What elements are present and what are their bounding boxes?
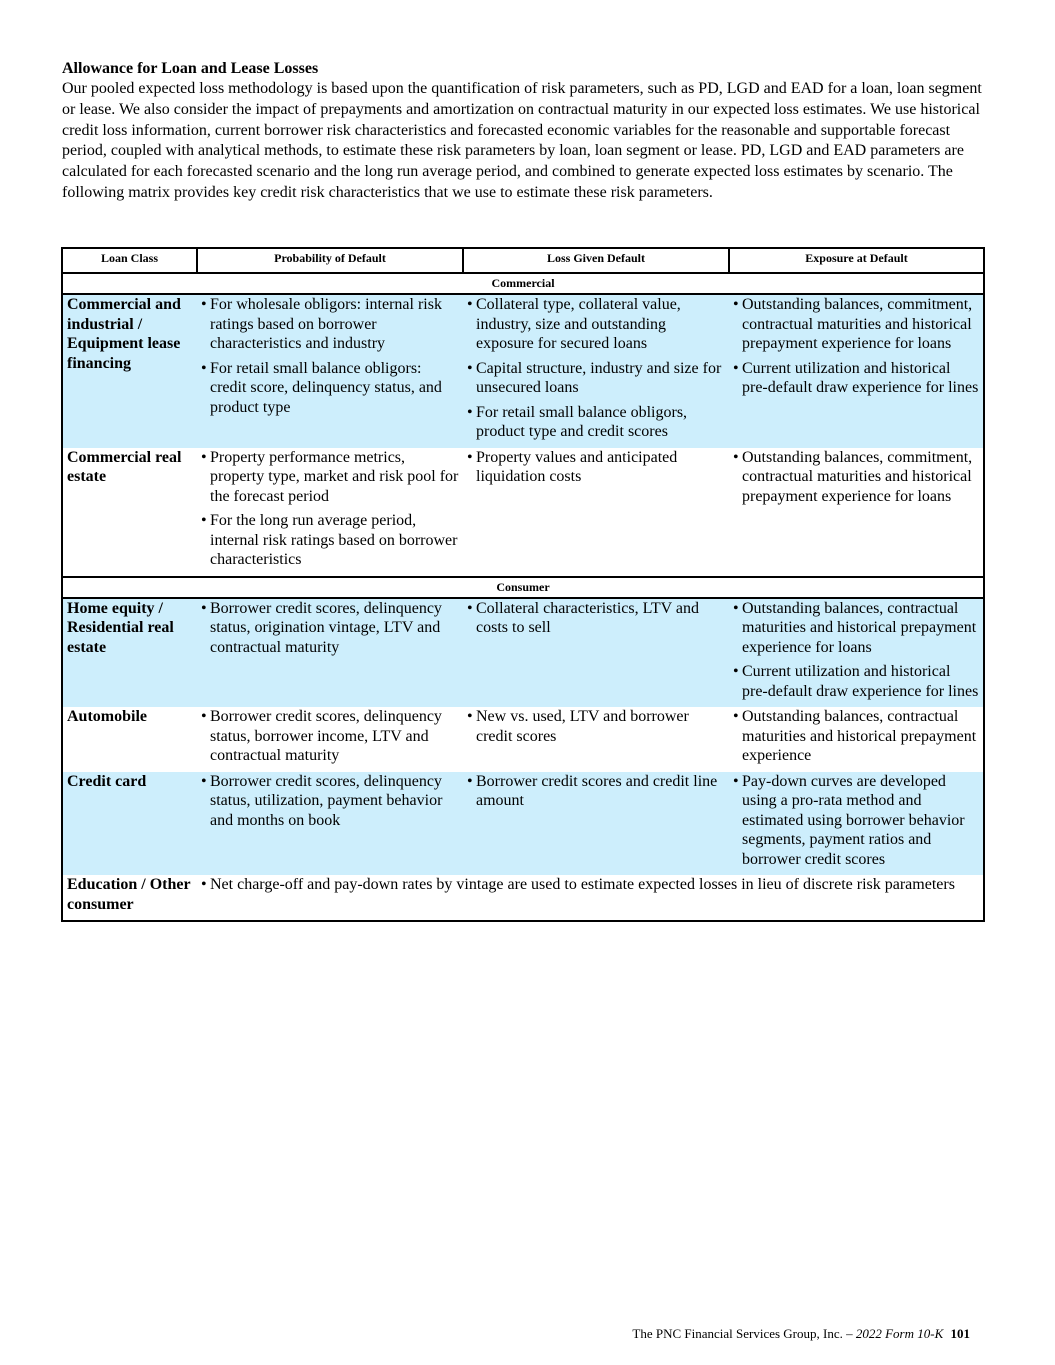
ead-cell — [729, 707, 984, 772]
table-row — [62, 448, 984, 577]
header-pd: Probability of Default — [197, 248, 463, 273]
bullet-list — [467, 448, 725, 487]
bullet-item: • Outstanding balances, commitment, contractual maturities and historical prepayment experience for loans — [733, 295, 979, 354]
loan-class-label: Home equity / Residential real estate — [62, 598, 197, 708]
ead-cell — [729, 294, 984, 448]
table-row — [62, 875, 984, 921]
bullet-item: • Collateral type, collateral value, industry, size and outstanding exposure for secured loans — [467, 295, 725, 354]
bullet-list — [201, 599, 459, 658]
ead-cell — [729, 772, 984, 876]
bullet-list — [733, 707, 979, 766]
bullet-item: • For retail small balance obligors: credit score, delinquency status, and product type — [201, 359, 459, 418]
header-loan-class: Loan Class — [62, 248, 197, 273]
group-label-consumer: Consumer — [62, 577, 984, 598]
page-footer — [632, 1326, 970, 1342]
bullet-list — [201, 875, 979, 895]
page-number: 101 — [950, 1326, 970, 1341]
bullet-item: • Property performance metrics, property type, market and risk pool for the forecast period — [201, 448, 459, 507]
bullet-item: • Borrower credit scores and credit line amount — [467, 772, 725, 811]
bullet-list — [201, 448, 459, 570]
bullet-item: • For the long run average period, internal risk ratings based on borrower characteristics — [201, 511, 459, 570]
loan-class-label: Automobile — [67, 708, 147, 725]
bullet-item: • New vs. used, LTV and borrower credit scores — [467, 707, 725, 746]
bullet-list — [733, 448, 979, 507]
bullet-item: • Pay-down curves are developed using a pro-rata method and estimated using borrower behavior segments, payment ratios and borrower credit scores — [733, 772, 979, 870]
bullet-list — [201, 772, 459, 831]
pd-cell — [197, 598, 463, 708]
header-row — [62, 248, 984, 273]
intro-paragraph: Our pooled expected loss methodology is based upon the quantification of risk parameters, such as PD, LGD and EAD for a loan, loan segment or lease. We also consider the impact of prepayments and amortization on contractual maturity in our expected loss estimates. We use historical credit loss information, current borrower risk characteristics and forecasted economic variables for the reasonable and supportable forecast period, coupled with analytical methods, to estimate these risk parameters by loan, loan segment or lease. PD, LGD and EAD parameters are calculated for each forecasted scenario and the long run average period, and combined to generate expected loss estimates by scenario. The following matrix provides key credit risk characteristics that we use to estimate these risk parameters. — [62, 80, 982, 201]
ead-cell — [729, 598, 984, 708]
bullet-item: • Capital structure, industry and size for unsecured loans — [467, 359, 725, 398]
pd-cell — [197, 707, 463, 772]
lgd-cell — [463, 772, 729, 876]
bullet-item: • Outstanding balances, commitment, contractual maturities and historical prepayment experience for loans — [733, 448, 979, 507]
bullet-item: • Outstanding balances, contractual maturities and historical prepayment experience — [733, 707, 979, 766]
bullet-list — [467, 772, 725, 811]
lgd-cell — [463, 294, 729, 448]
bullet-list — [733, 772, 979, 870]
table-row — [62, 772, 984, 876]
group-row-commercial — [62, 273, 984, 294]
table-row — [62, 707, 984, 772]
bullet-item: • Collateral characteristics, LTV and costs to sell — [467, 599, 725, 638]
combined-cell — [197, 875, 984, 921]
pd-cell — [197, 448, 463, 577]
bullet-list — [201, 295, 459, 417]
group-label-commercial: Commercial — [62, 273, 984, 294]
section-title: Allowance for Loan and Lease Losses — [62, 60, 319, 77]
bullet-item: • Current utilization and historical pre-default draw experience for lines — [733, 359, 979, 398]
table-row — [62, 294, 984, 448]
loan-class-label: Credit card — [62, 772, 197, 876]
bullet-item: • Outstanding balances, contractual maturities and historical prepayment experience for loans — [733, 599, 979, 658]
bullet-item: • Borrower credit scores, delinquency status, utilization, payment behavior and months on book — [201, 772, 459, 831]
loan-class-label: Commercial and industrial / Equipment lease financing — [62, 294, 197, 448]
header-lgd: Loss Given Default — [463, 248, 729, 273]
lgd-cell — [463, 598, 729, 708]
bullet-list — [733, 295, 979, 398]
bullet-item: • For retail small balance obligors, product type and credit scores — [467, 403, 725, 442]
lgd-cell — [463, 707, 729, 772]
footer-company: The PNC Financial Services Group, Inc. – — [632, 1326, 853, 1341]
bullet-list — [201, 707, 459, 766]
bullet-item: • Net charge-off and pay-down rates by vintage are used to estimate expected losses in lieu of discrete risk parameters — [201, 875, 979, 895]
loan-class-label: Commercial real estate — [67, 448, 182, 485]
bullet-list — [467, 295, 725, 442]
header-ead: Exposure at Default — [729, 248, 984, 273]
bullet-item: • Current utilization and historical pre-default draw experience for lines — [733, 662, 979, 701]
pd-cell — [197, 772, 463, 876]
footer-form: 2022 Form 10-K — [855, 1326, 944, 1341]
bullet-item: • Property values and anticipated liquidation costs — [467, 448, 725, 487]
group-row-consumer — [62, 577, 984, 598]
ead-cell — [729, 448, 984, 577]
lgd-cell — [463, 448, 729, 577]
table-row — [62, 598, 984, 708]
bullet-item: • Borrower credit scores, delinquency status, borrower income, LTV and contractual maturity — [201, 707, 459, 766]
bullet-item: • For wholesale obligors: internal risk ratings based on borrower characteristics and industry — [201, 295, 459, 354]
bullet-list — [733, 599, 979, 702]
pd-cell — [197, 294, 463, 448]
bullet-list — [467, 707, 725, 746]
bullet-item: • Borrower credit scores, delinquency status, origination vintage, LTV and contractual maturity — [201, 599, 459, 658]
bullet-list — [467, 599, 725, 638]
risk-matrix-table — [61, 247, 985, 922]
loan-class-label: Education / Other consumer — [67, 876, 191, 913]
